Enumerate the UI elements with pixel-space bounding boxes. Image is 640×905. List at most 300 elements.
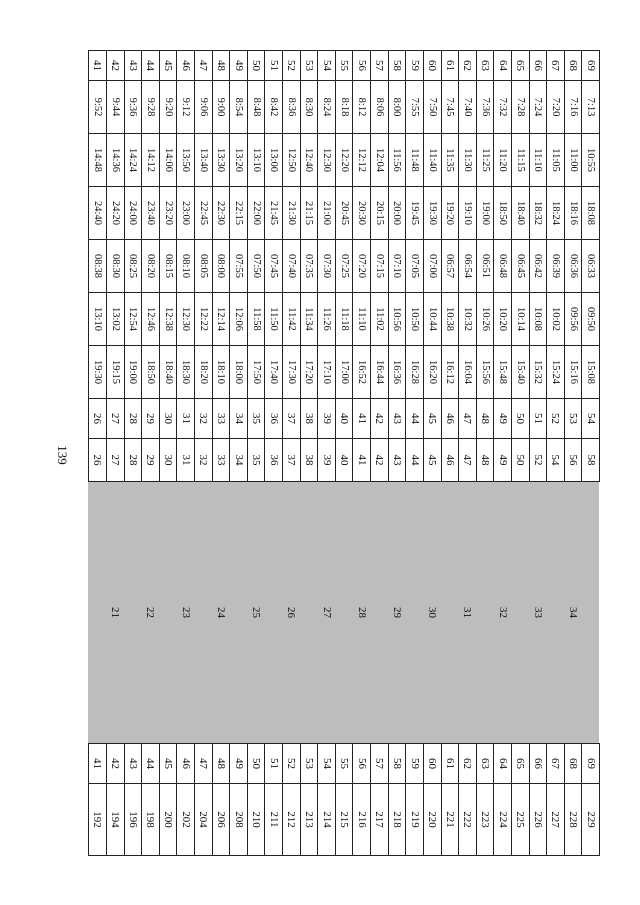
table-cell: 08:00 <box>212 240 230 293</box>
shaded-cell: 32 <box>494 482 512 744</box>
table-cell: 42 <box>106 744 124 784</box>
shaded-cell <box>194 482 212 744</box>
table-cell: 65 <box>511 744 529 784</box>
table-row <box>406 51 424 856</box>
shaded-cell: 22 <box>142 482 160 744</box>
table-cell: 11:42 <box>283 293 301 346</box>
table-cell: 69 <box>582 51 600 81</box>
table-cell: 19:00 <box>476 187 494 240</box>
table-cell: 56 <box>353 51 371 81</box>
table-cell: 8:00 <box>388 81 406 134</box>
table-cell: 62 <box>459 51 477 81</box>
table-cell: 9:28 <box>142 81 160 134</box>
table-cell: 07:00 <box>423 240 441 293</box>
table-cell: 11:26 <box>318 293 336 346</box>
table-cell: 61 <box>441 51 459 81</box>
table-cell: 219 <box>406 784 424 856</box>
table-cell: 19:45 <box>406 187 424 240</box>
table-cell: 217 <box>371 784 389 856</box>
table-cell: 220 <box>423 784 441 856</box>
table-cell: 16:44 <box>371 346 389 399</box>
table-cell: 10:26 <box>476 293 494 346</box>
table-cell: 06:33 <box>582 240 600 293</box>
table-cell: 56 <box>353 744 371 784</box>
shaded-cell <box>547 482 565 744</box>
table-cell: 08:30 <box>106 240 124 293</box>
table-cell: 32 <box>194 399 212 439</box>
table-row <box>212 51 230 856</box>
shaded-cell: 28 <box>353 482 371 744</box>
table-cell: 45 <box>423 439 441 482</box>
shaded-cell <box>511 482 529 744</box>
table-cell: 33 <box>212 439 230 482</box>
table-cell: 37 <box>283 399 301 439</box>
table-cell: 13:02 <box>106 293 124 346</box>
table-cell: 10:44 <box>423 293 441 346</box>
shaded-cell <box>124 482 142 744</box>
table-cell: 57 <box>371 51 389 81</box>
table-cell: 07:50 <box>247 240 265 293</box>
table-cell: 07:15 <box>371 240 389 293</box>
table-row <box>318 51 336 856</box>
table-cell: 17:10 <box>318 346 336 399</box>
table-row <box>564 51 582 856</box>
table-cell: 48 <box>212 744 230 784</box>
table-cell: 13:40 <box>194 134 212 187</box>
table-cell: 44 <box>406 439 424 482</box>
table-row <box>353 51 371 856</box>
table-cell: 23:00 <box>177 187 195 240</box>
table-cell: 42 <box>371 399 389 439</box>
table-cell: 43 <box>388 399 406 439</box>
table-cell: 31 <box>177 399 195 439</box>
table-cell: 11:50 <box>265 293 283 346</box>
table-cell: 53 <box>300 744 318 784</box>
table-cell: 38 <box>300 439 318 482</box>
table-cell: 58 <box>582 439 600 482</box>
table-row <box>459 51 477 856</box>
table-cell: 19:00 <box>124 346 142 399</box>
table-cell: 7:36 <box>476 81 494 134</box>
table-cell: 11:56 <box>388 134 406 187</box>
table-cell: 65 <box>511 51 529 81</box>
table-cell: 12:14 <box>212 293 230 346</box>
table-cell: 07:10 <box>388 240 406 293</box>
table-cell: 17:50 <box>247 346 265 399</box>
table-cell: 20:30 <box>353 187 371 240</box>
table-cell: 12:40 <box>300 134 318 187</box>
table-cell: 14:00 <box>159 134 177 187</box>
table-cell: 16:04 <box>459 346 477 399</box>
table-cell: 43 <box>124 744 142 784</box>
table-cell: 07:30 <box>318 240 336 293</box>
table-cell: 22:00 <box>247 187 265 240</box>
table-cell: 08:10 <box>177 240 195 293</box>
table-cell: 218 <box>388 784 406 856</box>
table-row <box>441 51 459 856</box>
table-cell: 55 <box>335 744 353 784</box>
table-cell: 8:48 <box>247 81 265 134</box>
table-cell: 57 <box>371 744 389 784</box>
table-row <box>582 51 600 856</box>
table-cell: 10:02 <box>547 293 565 346</box>
table-cell: 12:54 <box>124 293 142 346</box>
table-cell: 18:20 <box>194 346 212 399</box>
table-cell: 19:20 <box>441 187 459 240</box>
table-cell: 60 <box>423 744 441 784</box>
table-cell: 208 <box>230 784 248 856</box>
table-cell: 39 <box>318 439 336 482</box>
shaded-cell: 29 <box>388 482 406 744</box>
table-cell: 21:00 <box>318 187 336 240</box>
table-cell: 194 <box>106 784 124 856</box>
table-cell: 07:45 <box>265 240 283 293</box>
shaded-cell <box>159 482 177 744</box>
table-cell: 09:56 <box>564 293 582 346</box>
table-cell: 08:05 <box>194 240 212 293</box>
table-row <box>89 51 107 856</box>
table-cell: 11:00 <box>564 134 582 187</box>
table-cell: 16:20 <box>423 346 441 399</box>
table-cell: 31 <box>177 439 195 482</box>
shaded-cell: 34 <box>564 482 582 744</box>
table-cell: 49 <box>230 744 248 784</box>
table-cell: 50 <box>511 399 529 439</box>
table-cell: 204 <box>194 784 212 856</box>
table-cell: 60 <box>423 51 441 81</box>
table-cell: 07:40 <box>283 240 301 293</box>
table-cell: 20:00 <box>388 187 406 240</box>
table-cell: 08:20 <box>142 240 160 293</box>
table-cell: 15:40 <box>511 346 529 399</box>
table-cell: 37 <box>283 439 301 482</box>
table-cell: 10:56 <box>388 293 406 346</box>
table-cell: 13:10 <box>89 293 107 346</box>
table-cell: 26 <box>89 439 107 482</box>
shaded-cell <box>300 482 318 744</box>
table-cell: 06:45 <box>511 240 529 293</box>
table-cell: 52 <box>283 51 301 81</box>
table-cell: 66 <box>529 744 547 784</box>
rotated-table-wrapper <box>88 50 600 855</box>
table-cell: 52 <box>283 744 301 784</box>
table-cell: 8:24 <box>318 81 336 134</box>
table-cell: 11:20 <box>494 134 512 187</box>
table-row <box>423 51 441 856</box>
shaded-cell <box>89 482 107 744</box>
table-cell: 52 <box>529 439 547 482</box>
table-cell: 39 <box>318 399 336 439</box>
table-row <box>124 51 142 856</box>
table-cell: 49 <box>494 439 512 482</box>
table-cell: 41 <box>89 51 107 81</box>
table-cell: 54 <box>318 51 336 81</box>
table-cell: 17:40 <box>265 346 283 399</box>
table-cell: 12:46 <box>142 293 160 346</box>
table-cell: 13:30 <box>212 134 230 187</box>
table-cell: 24:20 <box>106 187 124 240</box>
table-cell: 06:48 <box>494 240 512 293</box>
table-cell: 11:30 <box>459 134 477 187</box>
table-row <box>194 51 212 856</box>
table-cell: 68 <box>564 51 582 81</box>
table-cell: 07:35 <box>300 240 318 293</box>
shaded-cell <box>441 482 459 744</box>
table-cell: 16:36 <box>388 346 406 399</box>
table-cell: 51 <box>265 51 283 81</box>
table-cell: 58 <box>388 51 406 81</box>
table-body <box>89 51 600 856</box>
table-cell: 68 <box>564 744 582 784</box>
table-cell: 42 <box>106 51 124 81</box>
table-cell: 10:55 <box>582 134 600 187</box>
table-row <box>230 51 248 856</box>
table-cell: 62 <box>459 744 477 784</box>
table-cell: 11:25 <box>476 134 494 187</box>
table-cell: 13:00 <box>265 134 283 187</box>
table-cell: 06:42 <box>529 240 547 293</box>
table-cell: 11:35 <box>441 134 459 187</box>
table-row <box>511 51 529 856</box>
shaded-cell <box>406 482 424 744</box>
table-cell: 49 <box>494 399 512 439</box>
table-cell: 56 <box>564 439 582 482</box>
table-cell: 223 <box>476 784 494 856</box>
table-cell: 214 <box>318 784 336 856</box>
shaded-cell <box>335 482 353 744</box>
table-cell: 66 <box>529 51 547 81</box>
table-cell: 47 <box>194 51 212 81</box>
table-cell: 213 <box>300 784 318 856</box>
table-cell: 18:32 <box>529 187 547 240</box>
table-cell: 16:28 <box>406 346 424 399</box>
table-row <box>177 51 195 856</box>
table-row <box>142 51 160 856</box>
table-cell: 11:40 <box>423 134 441 187</box>
table-container <box>88 50 600 855</box>
table-cell: 53 <box>300 51 318 81</box>
table-cell: 28 <box>124 399 142 439</box>
table-cell: 45 <box>159 51 177 81</box>
table-cell: 32 <box>194 439 212 482</box>
table-cell: 7:40 <box>459 81 477 134</box>
table-cell: 16:52 <box>353 346 371 399</box>
table-cell: 36 <box>265 439 283 482</box>
table-cell: 48 <box>476 399 494 439</box>
table-cell: 225 <box>511 784 529 856</box>
table-cell: 7:32 <box>494 81 512 134</box>
table-cell: 40 <box>335 399 353 439</box>
table-cell: 40 <box>335 439 353 482</box>
table-cell: 202 <box>177 784 195 856</box>
table-cell: 9:00 <box>212 81 230 134</box>
table-cell: 15:16 <box>564 346 582 399</box>
table-row <box>106 51 124 856</box>
table-cell: 11:48 <box>406 134 424 187</box>
table-cell: 06:57 <box>441 240 459 293</box>
table-cell: 34 <box>230 399 248 439</box>
table-cell: 23:20 <box>159 187 177 240</box>
table-cell: 26 <box>89 399 107 439</box>
table-cell: 28 <box>124 439 142 482</box>
table-row <box>283 51 301 856</box>
table-cell: 50 <box>511 439 529 482</box>
table-cell: 18:16 <box>564 187 582 240</box>
table-cell: 18:50 <box>494 187 512 240</box>
shaded-cell <box>265 482 283 744</box>
table-cell: 9:20 <box>159 81 177 134</box>
table-cell: 11:05 <box>547 134 565 187</box>
table-cell: 8:06 <box>371 81 389 134</box>
table-cell: 06:51 <box>476 240 494 293</box>
table-cell: 10:14 <box>511 293 529 346</box>
table-cell: 17:30 <box>283 346 301 399</box>
table-cell: 18:40 <box>511 187 529 240</box>
table-row <box>300 51 318 856</box>
table-cell: 36 <box>265 399 283 439</box>
table-row <box>371 51 389 856</box>
table-cell: 23:40 <box>142 187 160 240</box>
scoring-table <box>88 50 600 856</box>
table-cell: 7:24 <box>529 81 547 134</box>
shaded-cell: 27 <box>318 482 336 744</box>
table-cell: 22:45 <box>194 187 212 240</box>
table-cell: 11:15 <box>511 134 529 187</box>
table-cell: 10:32 <box>459 293 477 346</box>
shaded-cell <box>476 482 494 744</box>
table-cell: 12:30 <box>318 134 336 187</box>
table-cell: 51 <box>265 744 283 784</box>
table-cell: 7:13 <box>582 81 600 134</box>
table-cell: 7:28 <box>511 81 529 134</box>
table-cell: 11:10 <box>529 134 547 187</box>
table-cell: 50 <box>247 744 265 784</box>
table-cell: 61 <box>441 744 459 784</box>
table-cell: 13:50 <box>177 134 195 187</box>
table-cell: 8:12 <box>353 81 371 134</box>
table-cell: 64 <box>494 51 512 81</box>
table-cell: 8:30 <box>300 81 318 134</box>
table-cell: 227 <box>547 784 565 856</box>
table-cell: 30 <box>159 399 177 439</box>
table-cell: 228 <box>564 784 582 856</box>
shaded-cell: 33 <box>529 482 547 744</box>
table-cell: 24:00 <box>124 187 142 240</box>
table-cell: 27 <box>106 439 124 482</box>
table-cell: 41 <box>353 399 371 439</box>
table-cell: 06:54 <box>459 240 477 293</box>
table-cell: 27 <box>106 399 124 439</box>
table-cell: 7:20 <box>547 81 565 134</box>
table-cell: 35 <box>247 399 265 439</box>
table-cell: 19:15 <box>106 346 124 399</box>
table-cell: 69 <box>582 744 600 784</box>
table-cell: 21:30 <box>283 187 301 240</box>
table-cell: 222 <box>459 784 477 856</box>
shaded-cell: 25 <box>247 482 265 744</box>
table-cell: 55 <box>335 51 353 81</box>
table-cell: 9:52 <box>89 81 107 134</box>
table-row <box>388 51 406 856</box>
table-row <box>529 51 547 856</box>
table-cell: 47 <box>459 439 477 482</box>
shaded-cell <box>371 482 389 744</box>
table-cell: 07:20 <box>353 240 371 293</box>
shaded-cell <box>582 482 600 744</box>
table-cell: 9:12 <box>177 81 195 134</box>
table-cell: 10:50 <box>406 293 424 346</box>
table-cell: 45 <box>423 399 441 439</box>
table-cell: 41 <box>89 744 107 784</box>
table-cell: 07:55 <box>230 240 248 293</box>
table-cell: 215 <box>335 784 353 856</box>
table-cell: 10:38 <box>441 293 459 346</box>
table-cell: 17:00 <box>335 346 353 399</box>
table-cell: 08:15 <box>159 240 177 293</box>
table-cell: 11:02 <box>371 293 389 346</box>
table-cell: 12:06 <box>230 293 248 346</box>
table-row <box>494 51 512 856</box>
table-cell: 53 <box>564 399 582 439</box>
table-row <box>335 51 353 856</box>
table-cell: 47 <box>459 399 477 439</box>
table-cell: 224 <box>494 784 512 856</box>
table-cell: 9:06 <box>194 81 212 134</box>
table-cell: 49 <box>230 51 248 81</box>
shaded-cell: 30 <box>423 482 441 744</box>
table-cell: 14:48 <box>89 134 107 187</box>
table-cell: 14:12 <box>142 134 160 187</box>
table-cell: 19:30 <box>89 346 107 399</box>
table-cell: 59 <box>406 51 424 81</box>
table-cell: 8:54 <box>230 81 248 134</box>
table-cell: 212 <box>283 784 301 856</box>
shaded-cell: 24 <box>212 482 230 744</box>
table-cell: 33 <box>212 399 230 439</box>
table-cell: 11:34 <box>300 293 318 346</box>
table-cell: 12:22 <box>194 293 212 346</box>
table-cell: 07:05 <box>406 240 424 293</box>
table-cell: 51 <box>529 399 547 439</box>
table-cell: 12:12 <box>353 134 371 187</box>
table-cell: 64 <box>494 744 512 784</box>
table-cell: 16:12 <box>441 346 459 399</box>
table-cell: 8:18 <box>335 81 353 134</box>
table-cell: 192 <box>89 784 107 856</box>
table-cell: 35 <box>247 439 265 482</box>
table-cell: 20:45 <box>335 187 353 240</box>
table-cell: 67 <box>547 51 565 81</box>
table-cell: 12:50 <box>283 134 301 187</box>
table-cell: 52 <box>547 399 565 439</box>
table-cell: 12:38 <box>159 293 177 346</box>
table-cell: 63 <box>476 744 494 784</box>
table-cell: 229 <box>582 784 600 856</box>
table-cell: 7:55 <box>406 81 424 134</box>
table-row <box>265 51 283 856</box>
table-cell: 18:10 <box>212 346 230 399</box>
shaded-cell: 31 <box>459 482 477 744</box>
table-row <box>547 51 565 856</box>
table-cell: 41 <box>353 439 371 482</box>
table-cell: 14:24 <box>124 134 142 187</box>
table-cell: 196 <box>124 784 142 856</box>
table-cell: 08:25 <box>124 240 142 293</box>
table-cell: 67 <box>547 744 565 784</box>
table-cell: 50 <box>247 51 265 81</box>
table-cell: 12:04 <box>371 134 389 187</box>
table-cell: 15:56 <box>476 346 494 399</box>
